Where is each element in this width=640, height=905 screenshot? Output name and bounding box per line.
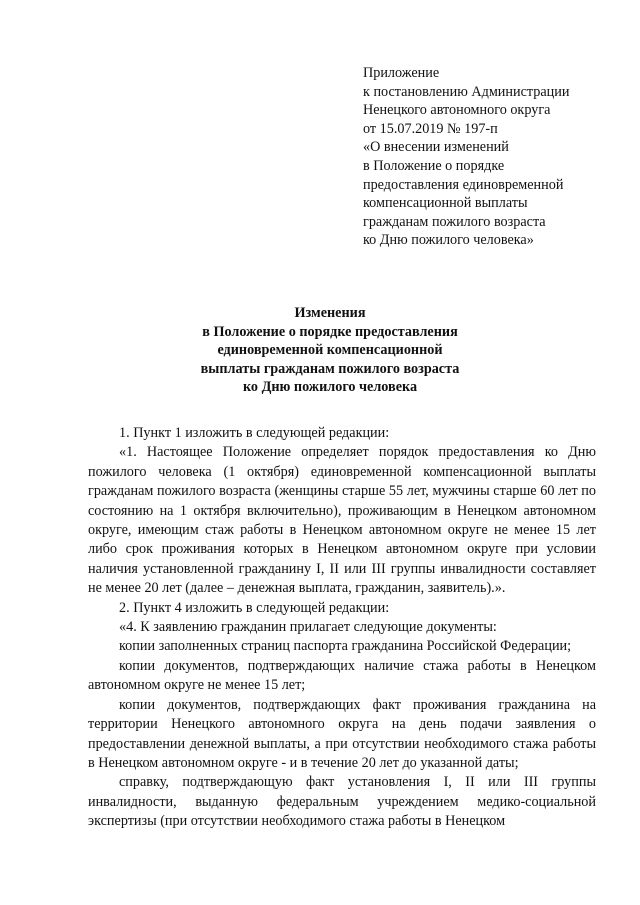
body-paragraph: 2. Пункт 4 изложить в следующей редакции: xyxy=(119,599,390,616)
appendix-line: Приложение xyxy=(363,65,440,81)
document-title xyxy=(60,304,600,397)
body-paragraph: «4. К заявлению гражданин прилагает следующие документы: xyxy=(119,619,497,636)
title-line: в Положение о порядке предоставления xyxy=(202,323,458,340)
appendix-line: в Положение о порядке xyxy=(363,157,505,174)
appendix-line: Ненецкого автономного округа xyxy=(363,102,551,119)
body-paragraph: копии документов, подтверждающих наличие стажа работы в Ненецком автономном округе не менее 15 лет; xyxy=(88,657,596,694)
document-body xyxy=(88,424,596,832)
body-paragraph: 1. Пункт 1 изложить в следующей редакции: xyxy=(119,425,390,441)
appendix-line: от 15.07.2019 № 197-п xyxy=(363,120,498,137)
appendix-line: компенсационной выплаты xyxy=(363,195,528,212)
title-line: Изменения xyxy=(294,305,366,321)
title-line: ко Дню пожилого человека xyxy=(242,379,418,396)
body-paragraph: «1. Настоящее Положение определяет порядок предоставления ко Дню пожилого человека (1 октября) единовременной компенсационной выплаты гражданам пожилого возраста (женщины старше 55 лет, мужчины старше 60 лет по состоянию на 1 октября включительно), проживающим в Ненецком автономном округе, имеющим стаж работы в Ненецком автономном округе не менее 15 лет либо срок проживания которых в Ненецком автономном округе при условии наличия установленной гражданину I, II или III группы инвалидности составляет не менее 20 лет (далее – денежная выплата, гражданин, заявитель).». xyxy=(88,444,596,597)
body-paragraph: копии документов, подтверждающих факт проживания гражданина на территории Ненецкого автономного округа на день подачи заявления о предоставлении денежной выплаты, а при отсутствии необходимого стажа работы в Ненецком автономном округе - и в течение 20 лет до указанной даты; xyxy=(88,696,596,771)
appendix-line: гражданам пожилого возраста xyxy=(363,213,546,230)
appendix-line: ко Дню пожилого человека» xyxy=(363,232,534,249)
appendix-line: предоставления единовременной xyxy=(363,176,564,193)
title-line: единовременной компенсационной xyxy=(217,342,443,359)
appendix-header xyxy=(363,64,625,250)
body-paragraph: справку, подтверждающую факт установления I, II или III группы инвалидности, выданную федеральным учреждением медико-социальной экспертизы (при отсутствии необходимого стажа работы в Ненецком xyxy=(88,774,596,830)
appendix-line: «О внесении изменений xyxy=(363,139,509,156)
title-line: выплаты гражданам пожилого возраста xyxy=(200,360,460,377)
body-paragraph: копии заполненных страниц паспорта гражданина Российской Федерации; xyxy=(119,638,572,655)
appendix-line: к постановлению Администрации xyxy=(363,83,570,100)
